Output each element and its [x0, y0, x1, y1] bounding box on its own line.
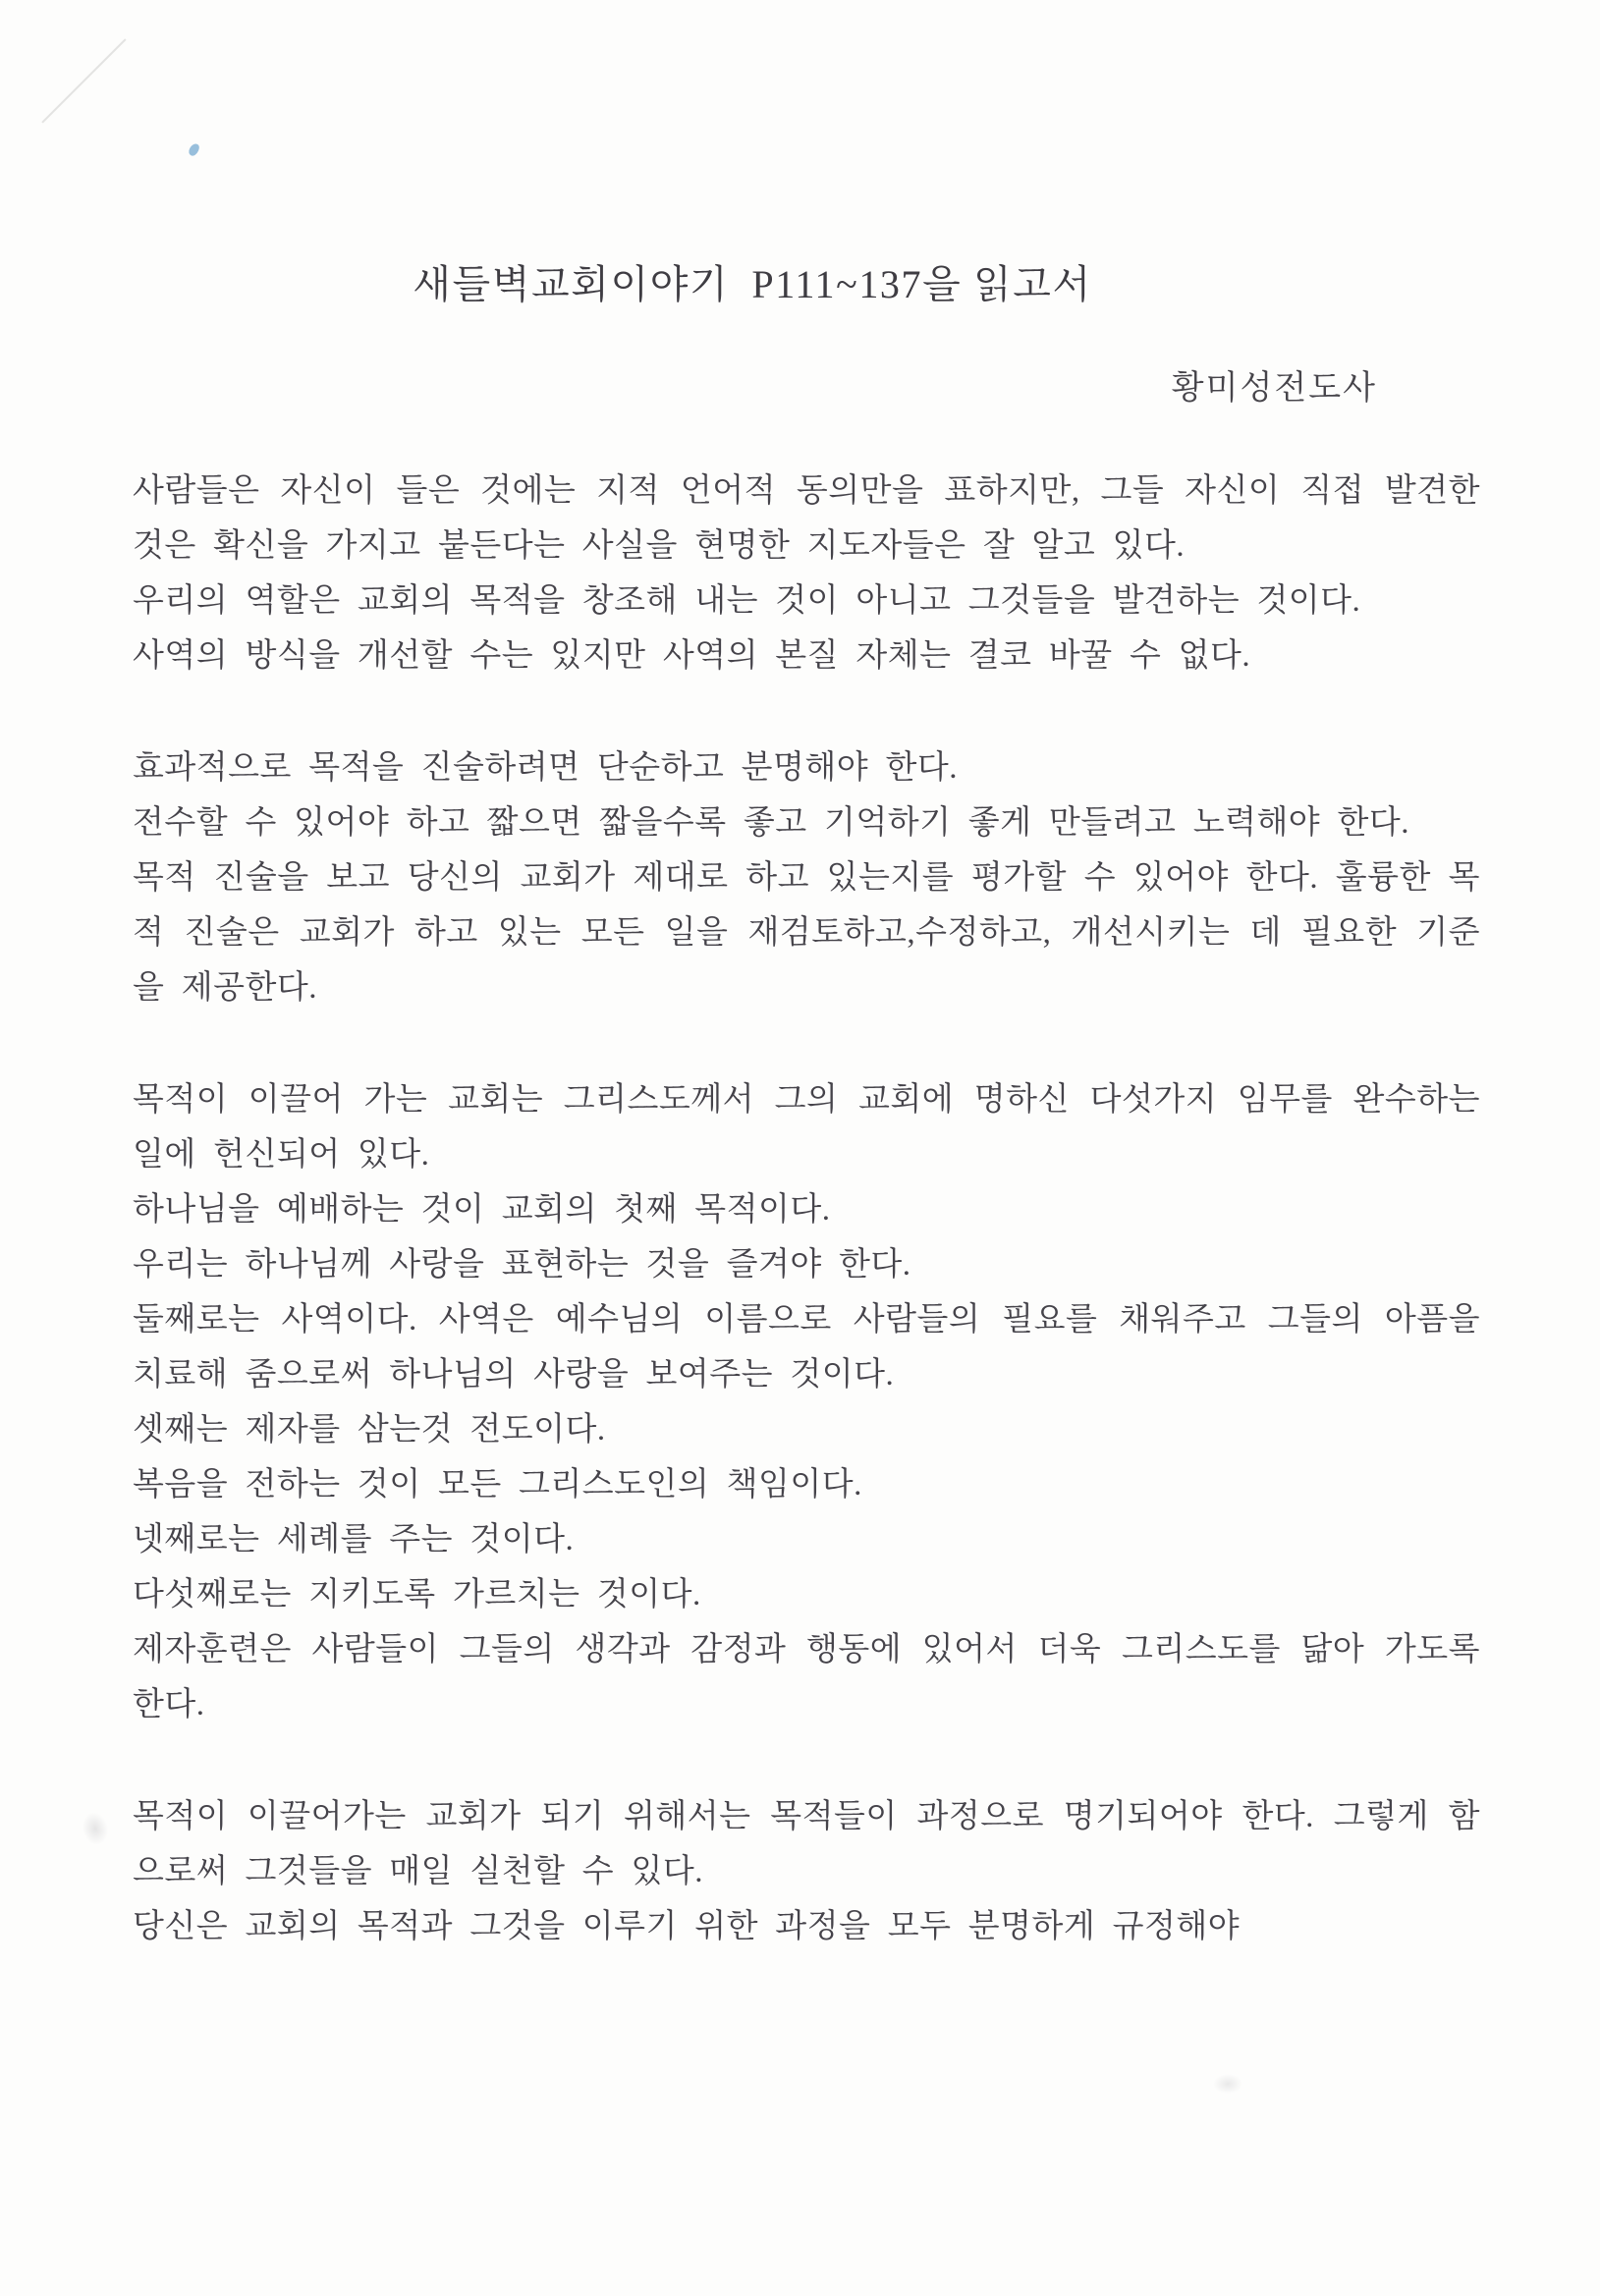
sentence-line: 목적이 이끌어가는 교회가 되기 위해서는 목적들이 과정으로 명기되어야 한다. 그렇게 함으로써 그것들을 매일 실천할 수 있다.: [133, 1799, 1480, 1889]
sentence-line: 제자훈련은 사람들이 그들의 생각과 감정과 행동에 있어서 더욱 그리스도를 닮아 가도록 한다.: [133, 1632, 1480, 1722]
sentence-line: 우리는 하나님께 사랑을 표현하는 것을 즐겨야 한다.: [133, 1247, 911, 1283]
sentence-line: 하나님을 예배하는 것이 교회의 첫째 목적이다.: [133, 1192, 831, 1228]
author-line: 황미성전도사: [1171, 370, 1377, 407]
document-body: [133, 464, 1480, 1954]
paragraph-block: [133, 740, 1480, 1015]
sentence-line: 우리의 역할은 교회의 목적을 창조해 내는 것이 아니고 그것들을 발견하는 것이다.: [133, 583, 1361, 619]
sentence-line: 전수할 수 있어야 하고 짧으면 짧을수록 좋고 기억하기 좋게 만들려고 노력해야 한다.: [133, 805, 1410, 841]
sentence-line: 다섯째로는 지키도록 가르치는 것이다.: [133, 1577, 701, 1613]
scan-smudge-artifact: [79, 1809, 112, 1848]
sentence-line: 목적 진술을 보고 당신의 교회가 제대로 하고 있는지를 평가할 수 있어야 한다. 훌륭한 목적 진술은 교회가 하고 있는 모든 일을 재검토하고,수정하고, 개선시키는 데 필요한 기준을 제공한다.: [133, 860, 1480, 1006]
document-content: [133, 0, 1480, 1954]
sentence-line: 넷째로는 세례를 주는 것이다.: [133, 1522, 575, 1558]
document-title: 새들벽교회이야기 P111~137을 읽고서: [413, 262, 1092, 306]
sentence-line: 셋째는 제자를 삼는것 전도이다.: [133, 1412, 606, 1448]
sentence-line: 사역의 방식을 개선할 수는 있지만 사역의 본질 자체는 결코 바꿀 수 없다.: [133, 638, 1251, 674]
sentence-line: 복음을 전하는 것이 모든 그리스도인의 책임이다.: [133, 1467, 862, 1503]
paragraph-block: [133, 464, 1480, 683]
sentence-line: 사람들은 자신이 들은 것에는 지적 언어적 동의만을 표하지만, 그들 자신이 직접 발견한 것은 확신을 가지고 붙든다는 사실을 현명한 지도자들은 잘 알고 있다.: [133, 473, 1480, 564]
sentence-line: 둘째로는 사역이다. 사역은 예수님의 이름으로 사람들의 필요를 채워주고 그들의 아픔을 치료해 줌으로써 하나님의 사랑을 보여주는 것이다.: [133, 1302, 1480, 1393]
scan-fold-artifact: [0, 0, 127, 124]
sentence-line: 효과적으로 목적을 진술하려면 단순하고 분명해야 한다.: [133, 750, 958, 786]
sentence-line: 당신은 교회의 목적과 그것을 이루기 위한 과정을 모두 분명하게 규정해야: [133, 1909, 1241, 1944]
sentence-line: 목적이 이끌어 가는 교회는 그리스도께서 그의 교회에 명하신 다섯가지 임무를 완수하는 일에 헌신되어 있다.: [133, 1082, 1480, 1173]
scan-smudge-artifact: [1213, 2074, 1242, 2094]
paragraph-block: [133, 1789, 1480, 1954]
paragraph-block: [133, 1072, 1480, 1732]
